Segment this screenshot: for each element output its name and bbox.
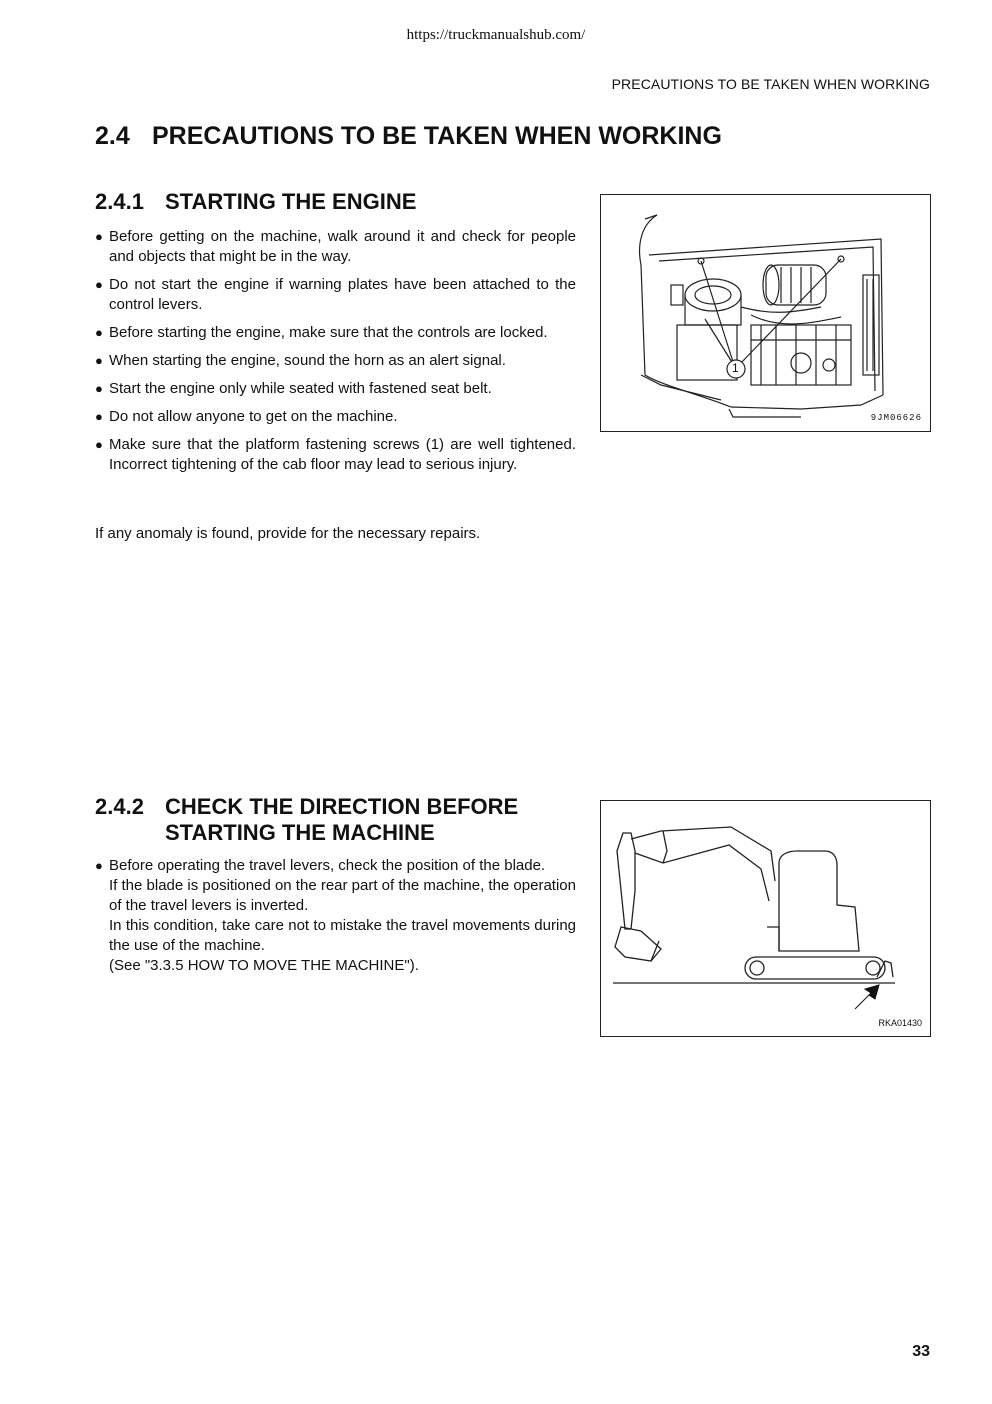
bullet-icon: ● xyxy=(95,277,103,292)
section-title: PRECAUTIONS TO BE TAKEN WHEN WORKING xyxy=(152,122,722,150)
bullet-icon: ● xyxy=(95,353,103,368)
bullet-icon: ● xyxy=(95,229,103,244)
figure-code: 9JM06626 xyxy=(870,413,922,423)
subsection-title: STARTING THE ENGINE xyxy=(165,189,417,214)
list-item: ● Make sure that the platform fastening screws (1) are well tightened. Incorrect tightening of the cab floor may lead to serious injury. xyxy=(95,436,576,473)
list-item: ● Start the engine only while seated with fastened seat belt. xyxy=(95,380,492,397)
bullet-icon: ● xyxy=(95,437,103,452)
closing-note: If any anomaly is found, provide for the necessary repairs. xyxy=(95,525,481,542)
callout-number: 1 xyxy=(732,361,739,375)
page-number: 33 xyxy=(912,1343,930,1360)
running-header: PRECAUTIONS TO BE TAKEN WHEN WORKING xyxy=(611,76,930,92)
excavator-illustration xyxy=(601,801,930,1036)
list-item: ● Before operating the travel levers, check the position of the blade. If the blade is positioned on the rear part of the machine, the operation of the travel levers is inverted. In this condition, take care not to mistake the travel movements during the use of the machine. (See "3.3.5 HOW TO MOVE THE MACHINE"). xyxy=(95,857,576,974)
bullet-icon: ● xyxy=(95,325,103,340)
bullet-icon: ● xyxy=(95,381,103,396)
bullet-icon: ● xyxy=(95,858,103,873)
subsection-heading-starting-engine xyxy=(95,189,416,215)
engine-compartment-figure xyxy=(600,194,931,432)
list-item: ● Before getting on the machine, walk around it and check for people and objects that might be in the way. xyxy=(95,228,576,265)
subsection-number: 2.4.1 xyxy=(95,189,144,214)
list-item: ● When starting the engine, sound the horn as an alert signal. xyxy=(95,352,506,369)
list-item: ● Before starting the engine, make sure that the controls are locked. xyxy=(95,324,548,341)
bullet-icon: ● xyxy=(95,409,103,424)
subsection-title-line-1: CHECK THE DIRECTION BEFORE xyxy=(165,794,519,819)
check-direction-list xyxy=(95,856,576,984)
list-item: ● Do not start the engine if warning plates have been attached to the control levers. xyxy=(95,276,576,313)
section-heading xyxy=(95,122,722,151)
callout-marker xyxy=(601,195,930,431)
subsection-title-line-2: STARTING THE MACHINE xyxy=(165,820,435,845)
figure-code: RKA01430 xyxy=(878,1018,922,1028)
subsection-heading-check-direction xyxy=(95,794,518,846)
section-number: 2.4 xyxy=(95,122,130,150)
starting-engine-list xyxy=(95,227,576,483)
list-item: ● Do not allow anyone to get on the machine. xyxy=(95,408,398,425)
subsection-number: 2.4.2 xyxy=(95,794,144,819)
source-url[interactable]: https://truckmanualshub.com/ xyxy=(406,27,586,43)
excavator-figure xyxy=(600,800,931,1037)
